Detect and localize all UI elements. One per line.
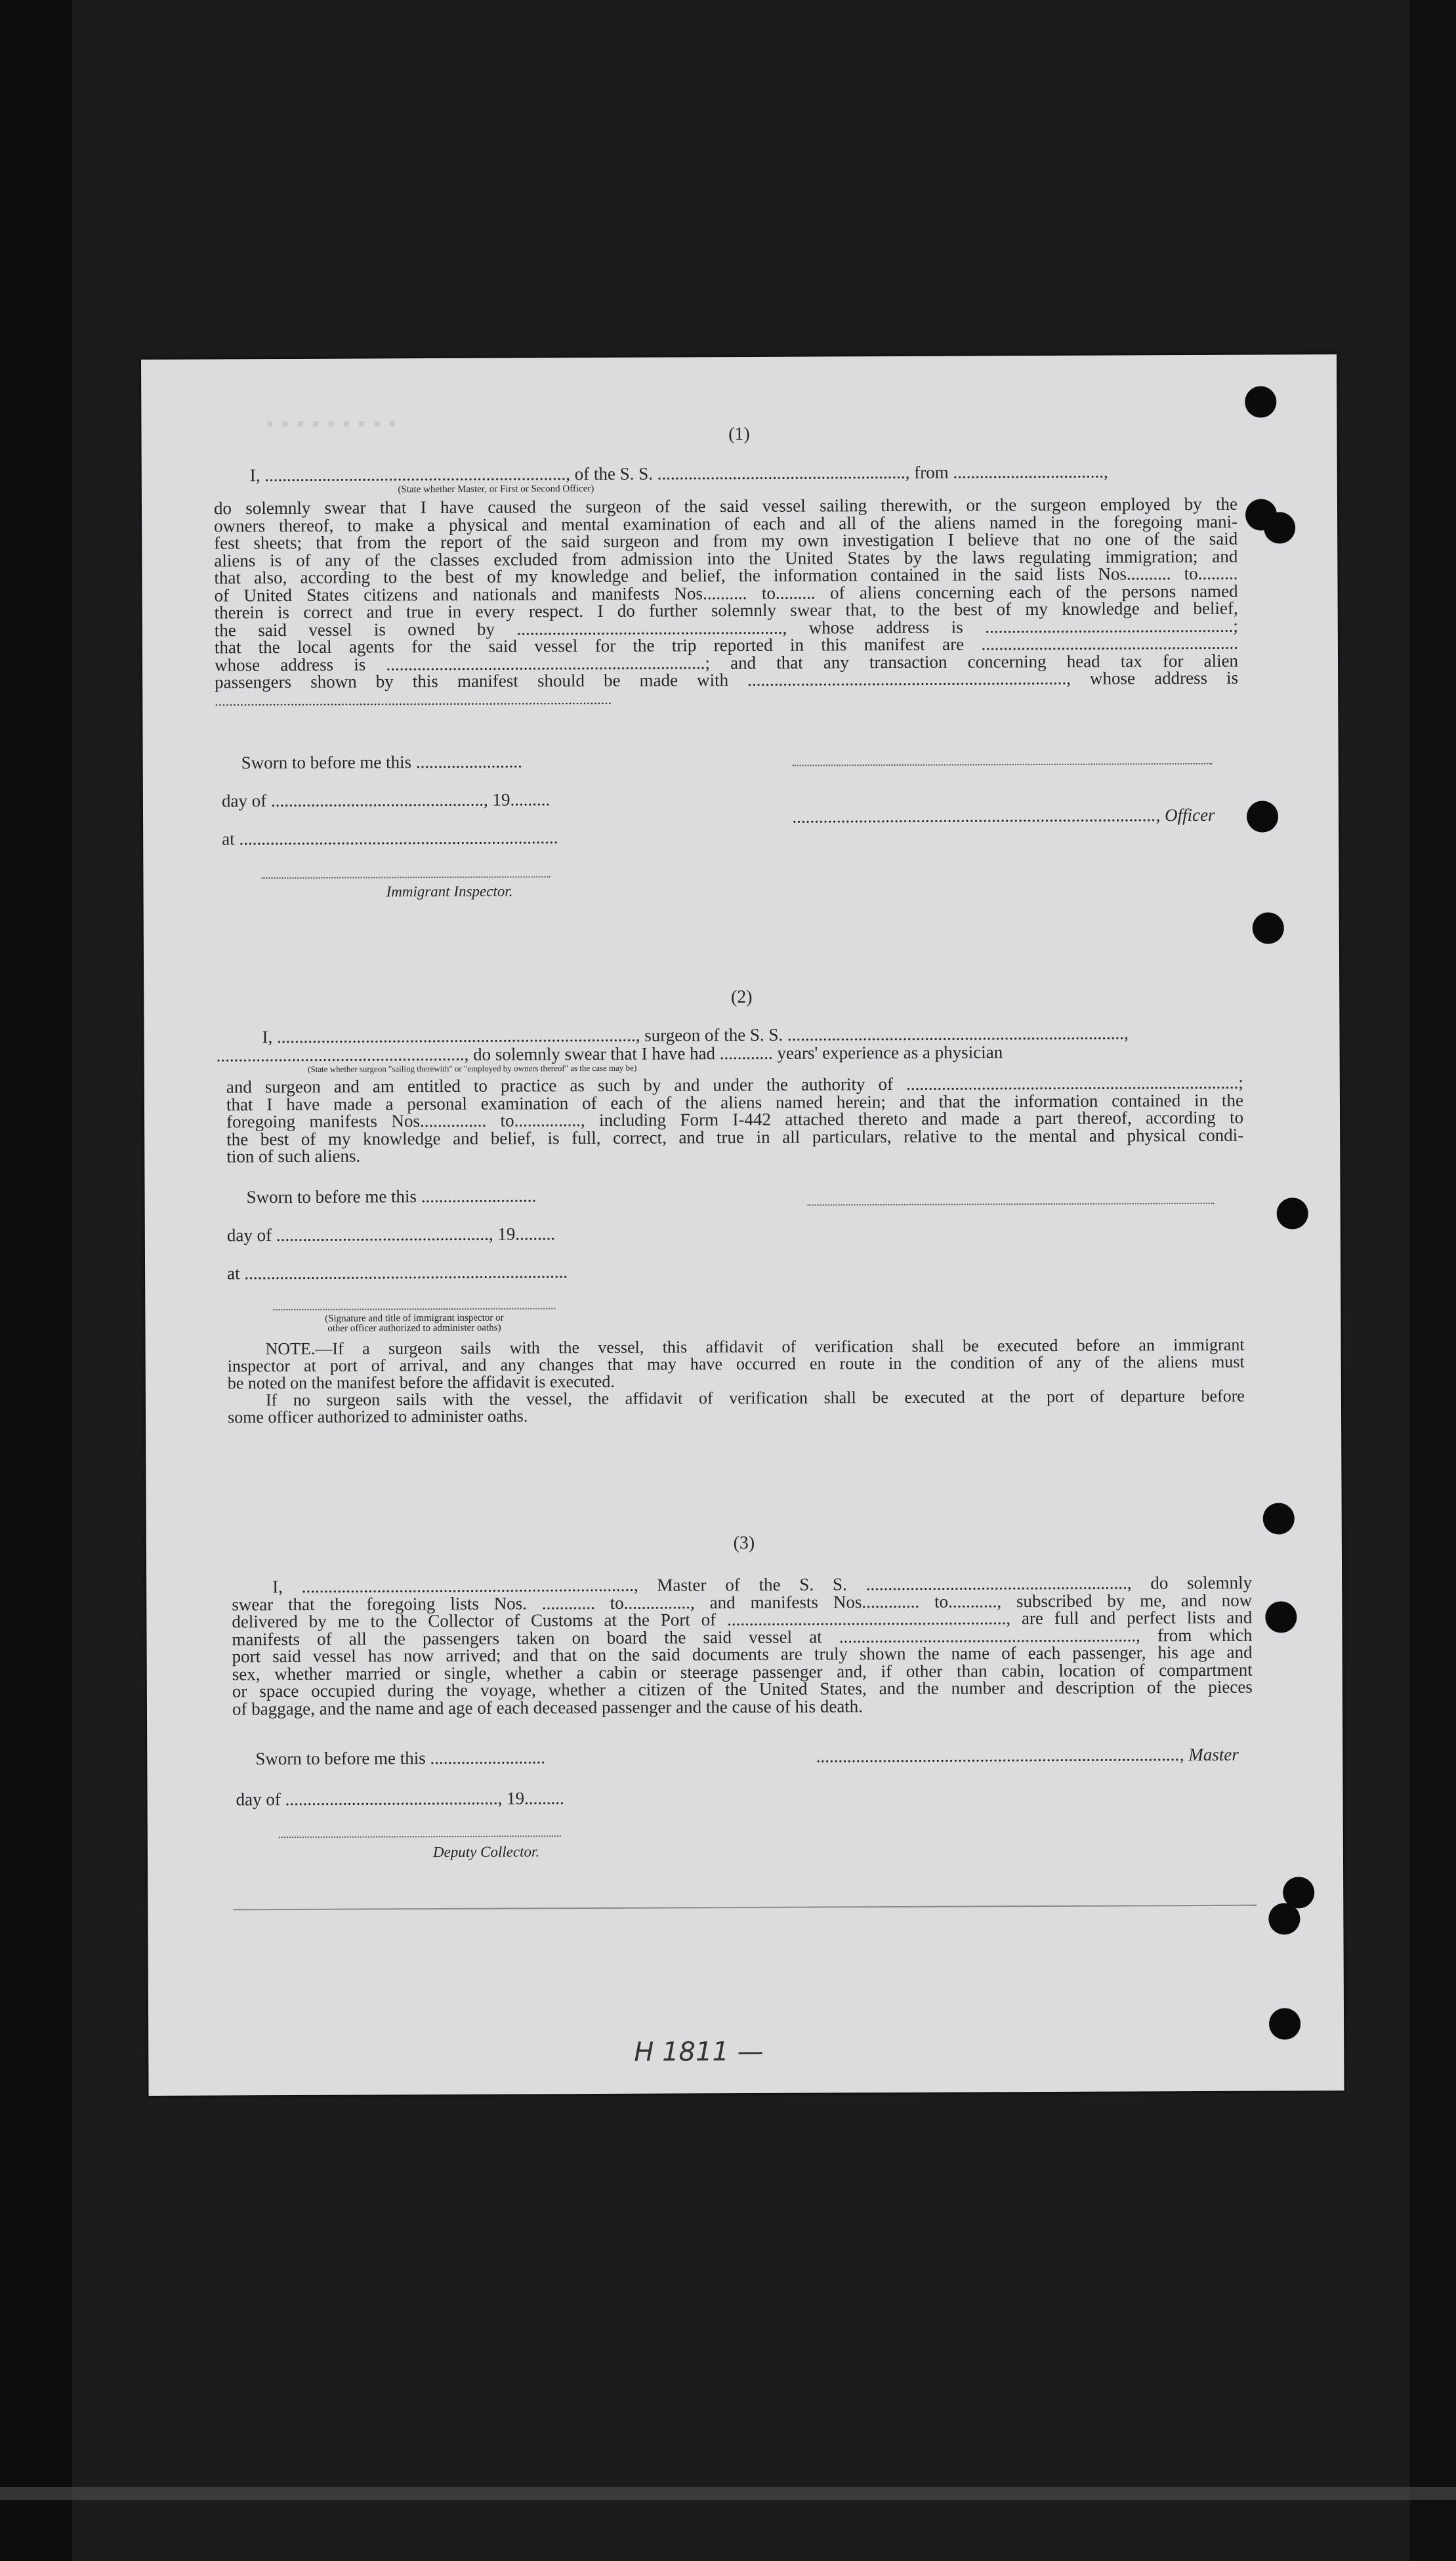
oath-line: or space occupied during the voyage, whether a citizen of the United States, and the number and description of the pieces <box>232 1676 1253 1701</box>
note-line: If no surgeon sails with the vessel, the affidavit of verification shall be executed at the port of departure before <box>265 1386 1245 1410</box>
section-2-sworn: Sworn to before me this .......................... <box>246 1186 537 1207</box>
punch-hole <box>1263 1503 1295 1534</box>
punch-hole <box>1268 1903 1300 1934</box>
section-3-number: (3) <box>733 1532 755 1554</box>
section-2-day: day of ................................................, 19......... <box>226 1224 556 1245</box>
punch-hole <box>1269 2008 1300 2039</box>
section-2-number: (2) <box>730 986 753 1008</box>
section-3-day: day of ................................................, 19......... <box>236 1788 564 1810</box>
section-1-day: day of ................................................, 19......... <box>221 789 551 811</box>
oath-line: the said vessel is owned by ............................................................, whose address is ........................................................; <box>214 615 1238 640</box>
oath-line: tion of such aliens. <box>226 1146 361 1167</box>
bleed-through-text: ▪ ▪ ▪ ▪ ▪ ▪ ▪ ▪ ▪ <box>266 411 398 436</box>
oath-line: of United States citizens and nationals and manifests Nos.......... to......... of aliens concerning each of the persons named <box>214 581 1238 606</box>
manifest-form-page <box>141 354 1344 2096</box>
oath-line: do solemnly swear that I have caused the surgeon of the said vessel sailing therewith, or the surgeon employed by the <box>213 493 1238 518</box>
immigrant-inspector-label: Immigrant Inspector. <box>386 883 513 900</box>
bottom-divider <box>233 1905 1257 1911</box>
master-signature-label: .................................................................................., Master <box>816 1744 1239 1766</box>
oath-line: I, ..........................................................................., Master of the S. S. ..........................................................., do solemnly <box>272 1572 1253 1597</box>
oath-line: aliens is of any of the classes excluded from admission into the United States by the laws regulating immigration; and <box>214 546 1238 571</box>
note-line: some officer authorized to administer oaths. <box>227 1406 528 1427</box>
note-line: inspector at port of arrival, and any changes that may have occurred en route in the condition of any of the aliens must <box>227 1352 1245 1376</box>
oath-line: that the local agents for the said vessel for the trip reported in this manifest are .......................................................... <box>214 633 1238 657</box>
oath-line: fest sheets; that from the report of the said surgeon and from my own investigation I believe that no one of the said <box>214 528 1238 553</box>
oath-line: that also, according to the best of my knowledge and belief, the information contained in the said lists Nos.......... to......... <box>214 563 1238 588</box>
section-2-oath-text <box>226 1074 1244 1165</box>
oath-line: sex, whether married or single, whether a cabin or steerage passenger and, if other than cabin, location of compartment <box>232 1659 1253 1684</box>
section-2-experience-line: ........................................................, do solemnly swear that I have had ............ years' experience as a physician <box>216 1042 1003 1066</box>
section-2-opening-line: I, ................................................................................., surgeon of the S. S. ............................................................................, <box>262 1023 1129 1047</box>
section-3-sworn: Sworn to before me this .......................... <box>255 1747 546 1769</box>
punch-hole <box>1245 386 1276 417</box>
surgeon-note-paragraph <box>228 1337 1245 1426</box>
oath-line: delivered by me to the Collector of Customs at the Port of ..............................................................., are full and perfect lists and <box>232 1607 1253 1632</box>
right-film-border <box>1410 0 1456 2561</box>
section-3-oath-text <box>232 1574 1253 1718</box>
section-2-signature-note: (Signature and title of immigrant inspector or other officer authorized to administer oaths) <box>325 1312 504 1334</box>
oath-line: owners thereof, to make a physical and mental examination of each and all of the aliens named in the foregoing mani- <box>214 511 1238 536</box>
punch-hole <box>1264 512 1295 543</box>
oath-line: that I have made a personal examination of each of the aliens named herein; and that the information contained in the <box>226 1090 1244 1114</box>
section-2-surgeon-note: (State whether surgeon "sailing therewith" or "employed by owners thereof" as the case may be) <box>308 1062 637 1074</box>
collector-signature-line <box>279 1835 561 1838</box>
punch-hole <box>1265 1601 1297 1633</box>
oath-line: foregoing manifests Nos............... to..............., including Form I-442 attached thereto and made a part thereof, according to <box>226 1107 1244 1132</box>
officer-signature-line-upper <box>793 763 1213 766</box>
section-1-address-blank: .............................................................................................................. <box>215 690 612 709</box>
punch-hole <box>1277 1197 1308 1229</box>
surgeon-signature-line <box>808 1203 1215 1206</box>
oath-line: swear that the foregoing lists Nos. ............ to..............., and manifests Nos............. to..........., subscribed by me, and now <box>232 1590 1253 1614</box>
section-1-officer-note: (State whether Master, or First or Second Officer) <box>398 483 594 495</box>
inspector-signature-line <box>261 876 550 879</box>
section-1-oath-text <box>214 495 1238 691</box>
section-2-at: at ......................................................................... <box>227 1262 568 1283</box>
oath-line: and surgeon and am entitled to practice as such by and under the authority of ...........................................................................; <box>226 1072 1243 1097</box>
oath-line: of baggage, and the name and age of each deceased passenger and the cause of his death. <box>232 1696 863 1718</box>
section-1-at: at ........................................................................ <box>222 827 558 849</box>
film-scan-band <box>0 2487 1456 2500</box>
oath-line: therein is correct and true in every respect. I do further solemnly swear that, to the best of my knowledge and belief, <box>214 598 1238 623</box>
section-1-number: (1) <box>728 423 750 445</box>
oath-line: port said vessel has now arrived; and that on the said documents are truly shown the name of each passenger, his age and <box>232 1642 1253 1667</box>
section-1-opening-line: I, ...................................................................., of the S. S. ........................................................, from .................................., <box>249 461 1108 486</box>
note-line: be noted on the manifest before the affidavit is executed. <box>227 1371 615 1393</box>
section-1-sworn: Sworn to before me this ........................ <box>241 751 522 773</box>
inspector-signature-line-2 <box>273 1308 555 1310</box>
oath-line: manifests of all the passengers taken on board the said vessel at ..................................................................., from which <box>232 1625 1253 1649</box>
officer-signature-label: .................................................................................., Officer <box>792 804 1215 827</box>
note-line: NOTE.—If a surgeon sails with the vessel, this affidavit of verification shall be executed before an immigrant <box>265 1335 1245 1359</box>
deputy-collector-label: Deputy Collector. <box>432 1843 540 1861</box>
left-film-border <box>0 0 72 2561</box>
oath-line: the best of my knowledge and belief, is full, correct, and true in all particulars, relative to the mental and physical condi- <box>226 1125 1244 1149</box>
oath-line: whose address is ........................................................................; and that any transaction concerning head tax for alien <box>214 650 1239 675</box>
handwritten-annotation: H 1811 — <box>634 2036 764 2068</box>
punch-hole <box>1253 912 1284 944</box>
oath-line: passengers shown by this manifest should be made with ........................................................................, whose address is <box>215 667 1239 692</box>
punch-hole <box>1247 801 1278 832</box>
